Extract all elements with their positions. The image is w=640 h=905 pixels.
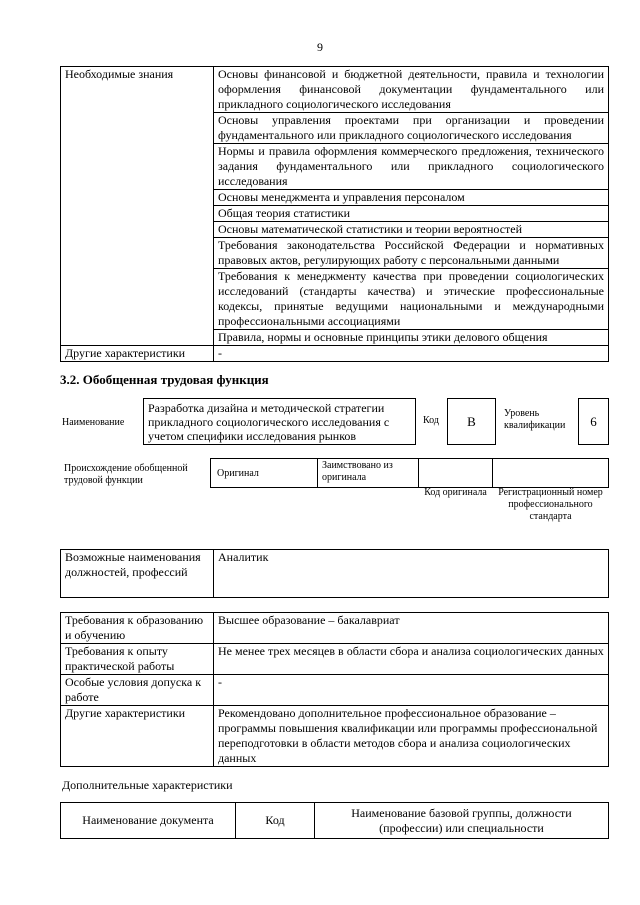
origin-label: Происхождение обобщенной трудовой функции bbox=[64, 463, 188, 486]
col-doc: Наименование документа bbox=[61, 803, 236, 839]
other-label: Другие характеристики bbox=[61, 346, 214, 362]
knowledge-item: Требования законодательства Российской Федерации и нормативных правовых актов, регулирующих работу с персональными данными bbox=[214, 238, 609, 269]
knowledge-item: Нормы и правила оформления коммерческого предложения, технического задания фундаментального или прикладного социологического исследования bbox=[214, 144, 609, 190]
positions-table bbox=[60, 549, 609, 598]
table-row bbox=[61, 346, 609, 362]
table-row bbox=[61, 644, 609, 675]
table-row bbox=[61, 613, 609, 644]
code-value: B bbox=[447, 398, 496, 445]
original-cell bbox=[210, 458, 318, 488]
knowledge-item: Общая теория статистики bbox=[214, 206, 609, 222]
name-label: Наименование bbox=[62, 417, 125, 428]
req-label: Другие характеристики bbox=[61, 706, 214, 767]
col-code: Код bbox=[236, 803, 315, 839]
positions-value: Аналитик bbox=[214, 550, 609, 598]
knowledge-item: Основы управления проектами при организации и проведении фундаментального или прикладного социологического исследования bbox=[214, 113, 609, 144]
table-row bbox=[61, 675, 609, 706]
name-value: Разработка дизайна и методической стратегии прикладного социологического исследования с учетом специфики исследования рынков bbox=[143, 398, 416, 445]
table-row bbox=[61, 706, 609, 767]
table-row bbox=[61, 803, 609, 839]
additional-table bbox=[60, 802, 609, 839]
borrowed-label: Заимствовано из оригинала bbox=[322, 460, 393, 483]
col-group: Наименование базовой группы, должности (профессии) или специальности bbox=[315, 803, 609, 839]
req-label: Требования к опыту практической работы bbox=[61, 644, 214, 675]
knowledge-table bbox=[60, 66, 609, 362]
knowledge-label: Необходимые знания bbox=[61, 67, 214, 346]
req-value: Не менее трех месяцев в области сбора и анализа социологических данных bbox=[214, 644, 609, 675]
reg-number-cell bbox=[492, 458, 609, 488]
req-label: Особые условия допуска к работе bbox=[61, 675, 214, 706]
requirements-table bbox=[60, 612, 609, 767]
section-heading: 3.2. Обобщенная трудовая функция bbox=[60, 372, 269, 387]
knowledge-item: Основы финансовой и бюджетной деятельности, правила и технологии оформления финансовой документации фундаментального или прикладного социологического исследования bbox=[214, 67, 609, 113]
page-number: 9 bbox=[317, 40, 323, 54]
level-value: 6 bbox=[578, 398, 609, 445]
other-value: - bbox=[214, 346, 609, 362]
knowledge-item: Правила, нормы и основные принципы этики делового общения bbox=[214, 330, 609, 346]
knowledge-item: Требования к менеджменту качества при проведении социологических исследований (стандарты качества) и этические профессиональные кодексы, принятые ведущими национальными и международными профессиональными ассоциациями bbox=[214, 269, 609, 330]
original-label: Оригинал bbox=[217, 468, 259, 479]
borrowed-cell bbox=[317, 458, 419, 488]
req-value: Рекомендовано дополнительное профессиональное образование – программы повышения квалификации или программы профессиональной переподготовки в области методов сбора и анализа социологических данных bbox=[214, 706, 609, 767]
code-label: Код bbox=[423, 415, 439, 426]
original-code-cell bbox=[418, 458, 493, 488]
req-value: - bbox=[214, 675, 609, 706]
level-label: Уровень квалификации bbox=[504, 408, 566, 431]
knowledge-item: Основы менеджмента и управления персоналом bbox=[214, 190, 609, 206]
knowledge-item: Основы математической статистики и теории вероятностей bbox=[214, 222, 609, 238]
table-row bbox=[61, 67, 609, 113]
table-row bbox=[61, 550, 609, 598]
reg-number-caption: Регистрационный номер профессионального стандарта bbox=[498, 487, 603, 522]
req-value: Высшее образование – бакалавриат bbox=[214, 613, 609, 644]
req-label: Требования к образованию и обучению bbox=[61, 613, 214, 644]
original-code-caption: Код оригинала bbox=[424, 487, 487, 498]
positions-label: Возможные наименования должностей, профессий bbox=[61, 550, 214, 598]
additional-heading: Дополнительные характеристики bbox=[62, 778, 233, 792]
